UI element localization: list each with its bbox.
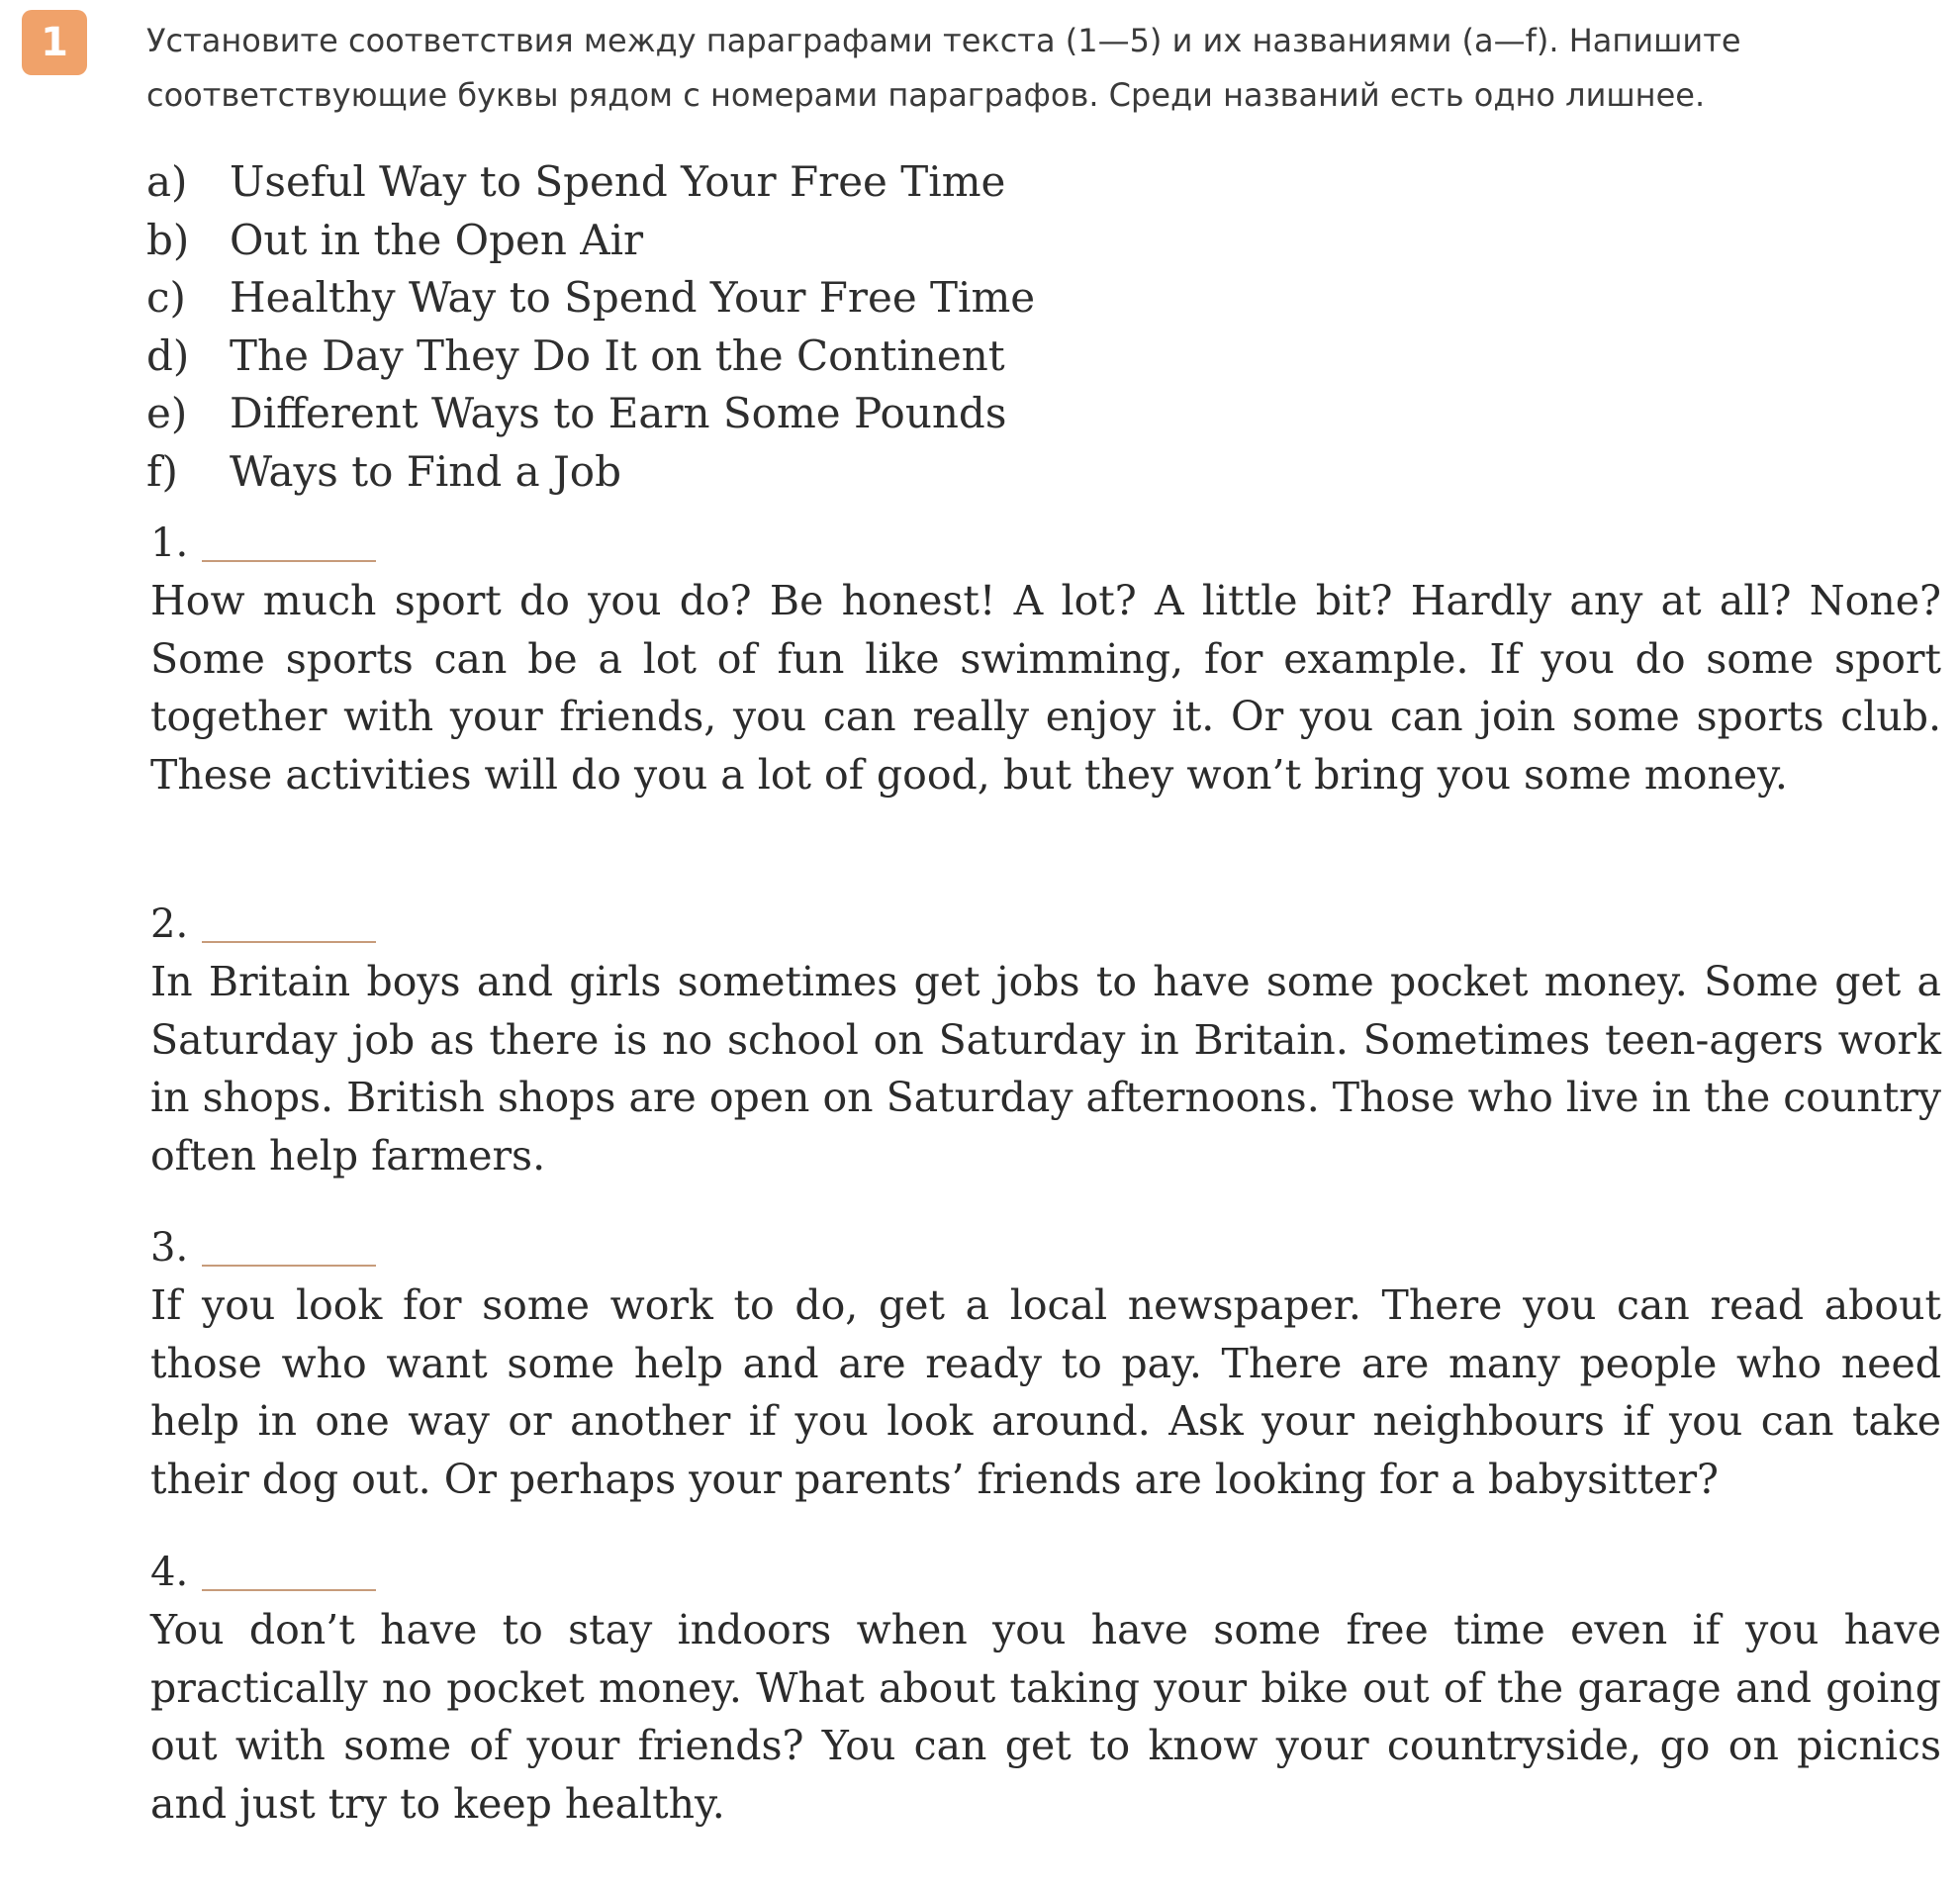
paragraph-4 xyxy=(150,1544,1941,1833)
title-option-d xyxy=(146,328,1631,386)
paragraph-header xyxy=(150,896,1941,947)
answer-blank-3[interactable] xyxy=(202,1265,376,1267)
paragraph-header xyxy=(150,1219,1941,1271)
paragraph-text: In Britain boys and girls sometimes get jobs to have some pocket money. Some get a Saturday job as there is no school on Saturday in Britain. Sometimes teen-agers work in shops. British shops are open on Saturday afternoons. Those who live in the country often help farmers. xyxy=(150,958,1941,1180)
paragraph-number: 2. xyxy=(150,901,189,947)
paragraph-header xyxy=(150,1544,1941,1595)
task-number-badge: 1 xyxy=(22,10,87,75)
paragraph-number: 3. xyxy=(150,1225,189,1271)
title-text: Out in the Open Air xyxy=(230,215,644,264)
title-option-b xyxy=(146,212,1631,270)
paragraph-text: If you look for some work to do, get a local newspaper. There you can read about those who want some help and are ready to pay. There are many people who need help in one way or another if you look around. Ask your neighbours if you can take their dog out. Or perhaps your parents’ friends are looking for a babysitter? xyxy=(150,1281,1941,1503)
title-text: Ways to Find a Job xyxy=(230,446,621,496)
title-letter: c) xyxy=(146,273,186,322)
answer-blank-2[interactable] xyxy=(202,941,376,943)
title-letter: a) xyxy=(146,157,188,206)
paragraph-number: 1. xyxy=(150,520,189,566)
answer-blank-4[interactable] xyxy=(202,1589,376,1591)
paragraph-text: You don’t have to stay indoors when you have some free time even if you have practically no pocket money. What about taking your bike out of the garage and going out with some of your friends? You can get to know your countryside, go on picnics and just try to keep healthy. xyxy=(150,1606,1941,1828)
instruction-line: соответствующие буквы рядом с номерами параграфов. Среди названий есть одно лишнее. xyxy=(146,76,1706,114)
paragraph-header xyxy=(150,515,1941,566)
title-text: Different Ways to Earn Some Pounds xyxy=(230,389,1007,437)
paragraph-2 xyxy=(150,896,1941,1184)
title-letter: f) xyxy=(146,446,178,496)
title-letter: b) xyxy=(146,215,190,264)
title-option-e xyxy=(146,385,1631,443)
paragraph-1 xyxy=(150,515,1941,803)
paragraph-number: 4. xyxy=(150,1550,189,1595)
paragraph-3 xyxy=(150,1219,1941,1508)
answer-blank-1[interactable] xyxy=(202,560,376,562)
title-text: Healthy Way to Spend Your Free Time xyxy=(230,273,1036,322)
title-letter: d) xyxy=(146,330,190,380)
title-option-f xyxy=(146,443,1631,502)
title-letter: e) xyxy=(146,389,188,437)
task-instruction xyxy=(146,14,1927,123)
title-option-c xyxy=(146,269,1631,328)
title-option-a xyxy=(146,153,1631,212)
title-options-list xyxy=(146,153,1631,501)
title-text: The Day They Do It on the Continent xyxy=(230,330,1005,380)
title-text: Useful Way to Spend Your Free Time xyxy=(230,157,1006,206)
paragraph-text: How much sport do you do? Be honest! A lot? A little bit? Hardly any at all? None? Some sports can be a lot of fun like swimming, for example. If you do some sport together with your friends, you can really enjoy it. Or you can join some sports club. These activities will do you a lot of good, but they won’t bring you some money. xyxy=(150,577,1941,799)
instruction-line: Установите соответствия между параграфами текста (1—5) и их названиями (a—f). Напишите xyxy=(146,22,1741,59)
